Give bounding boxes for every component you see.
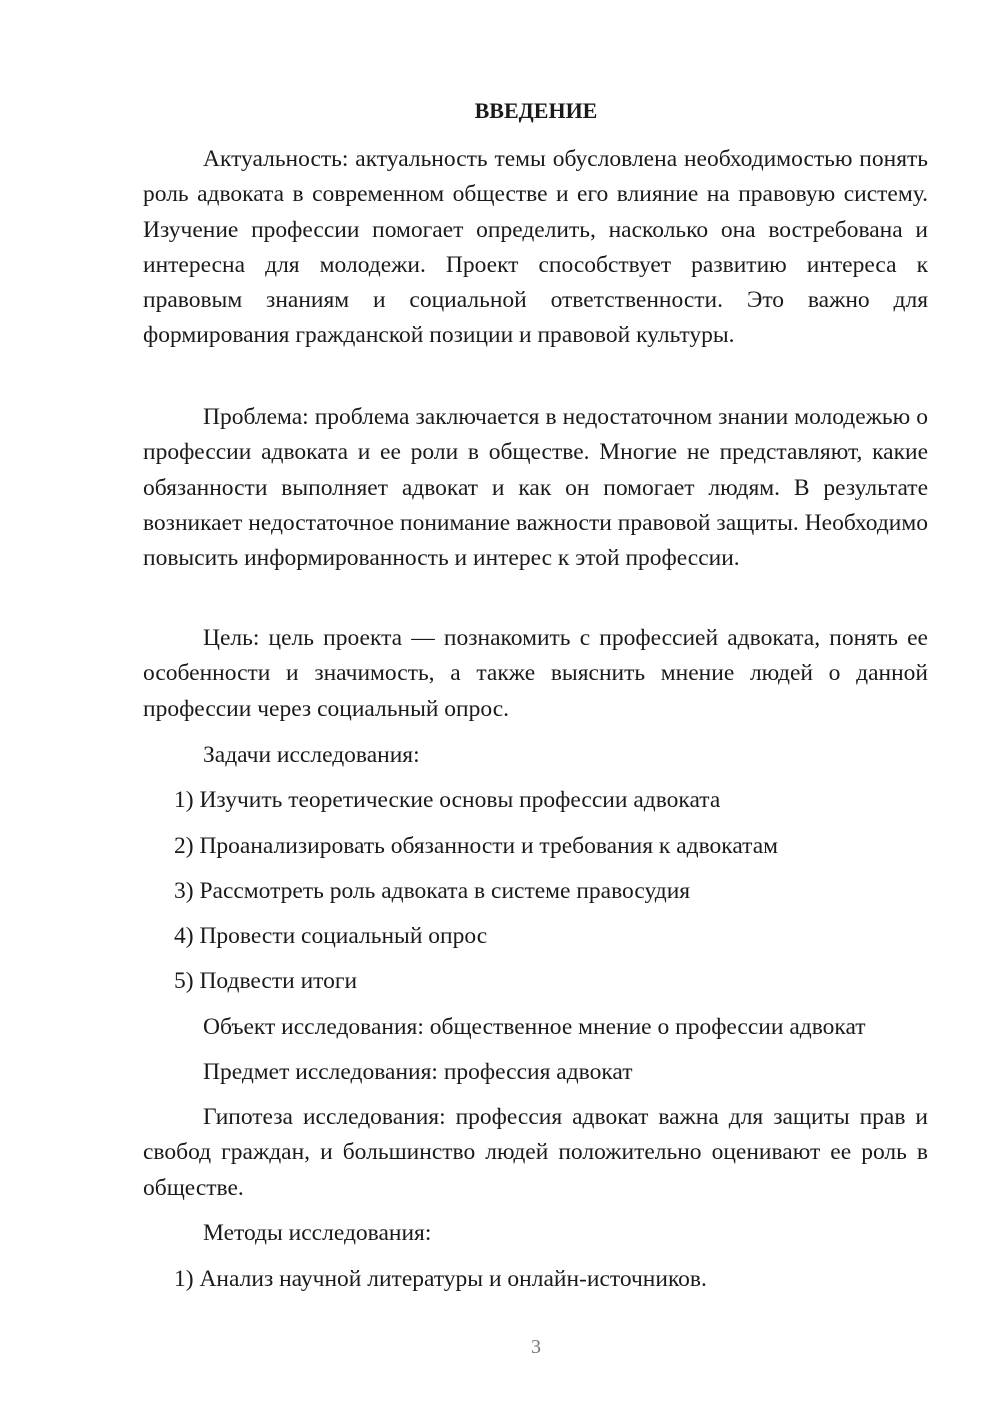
research-subject: Предмет исследования: профессия адвокат (203, 1059, 633, 1085)
tasks-heading: Задачи исследования: (203, 742, 420, 768)
research-object: Объект исследования: общественное мнение о профессии адвокат (203, 1014, 866, 1040)
relevance-paragraph: Актуальность: актуальность темы обусловлена необходимостью понять роль адвоката в современном обществе и его влияние на правовую систему. Изучение профессии помогает определить, насколько она востребована и интересна для молодежи. Проект способствует развитию интереса к правовым знаниям и социальной ответственности. Это важно для формирования гражданской позиции и правовой культуры. (143, 146, 928, 349)
method-item: 1) Анализ научной литературы и онлайн-источников. (174, 1266, 707, 1292)
task-item: 5) Подвести итоги (174, 968, 358, 994)
section-title: ВВЕДЕНИЕ (474, 98, 598, 123)
hypothesis-paragraph: Гипотеза исследования: профессия адвокат важна для защиты прав и свобод граждан, и большинство людей положительно оценивают ее роль в обществе. (143, 1104, 928, 1201)
page-number: 3 (531, 1336, 541, 1358)
task-item: 2) Проанализировать обязанности и требования к адвокатам (174, 833, 779, 859)
methods-heading: Методы исследования: (203, 1220, 432, 1246)
task-item: 3) Рассмотреть роль адвоката в системе правосудия (174, 878, 691, 904)
task-item: 1) Изучить теоретические основы профессии адвоката (174, 787, 721, 813)
problem-paragraph: Проблема: проблема заключается в недостаточном знании молодежью о профессии адвоката и ее роли в обществе. Многие не представляют, какие обязанности выполняет адвокат и как он помогает людям. В результате возникает недостаточное понимание важности правовой защиты. Необходимо повысить информированность и интерес к этой профессии. (143, 404, 928, 572)
goal-paragraph: Цель: цель проекта — познакомить с профессией адвоката, понять ее особенности и значимость, а также выяснить мнение людей о данной профессии через социальный опрос. (143, 625, 928, 722)
task-item: 4) Провести социальный опрос (174, 923, 488, 949)
